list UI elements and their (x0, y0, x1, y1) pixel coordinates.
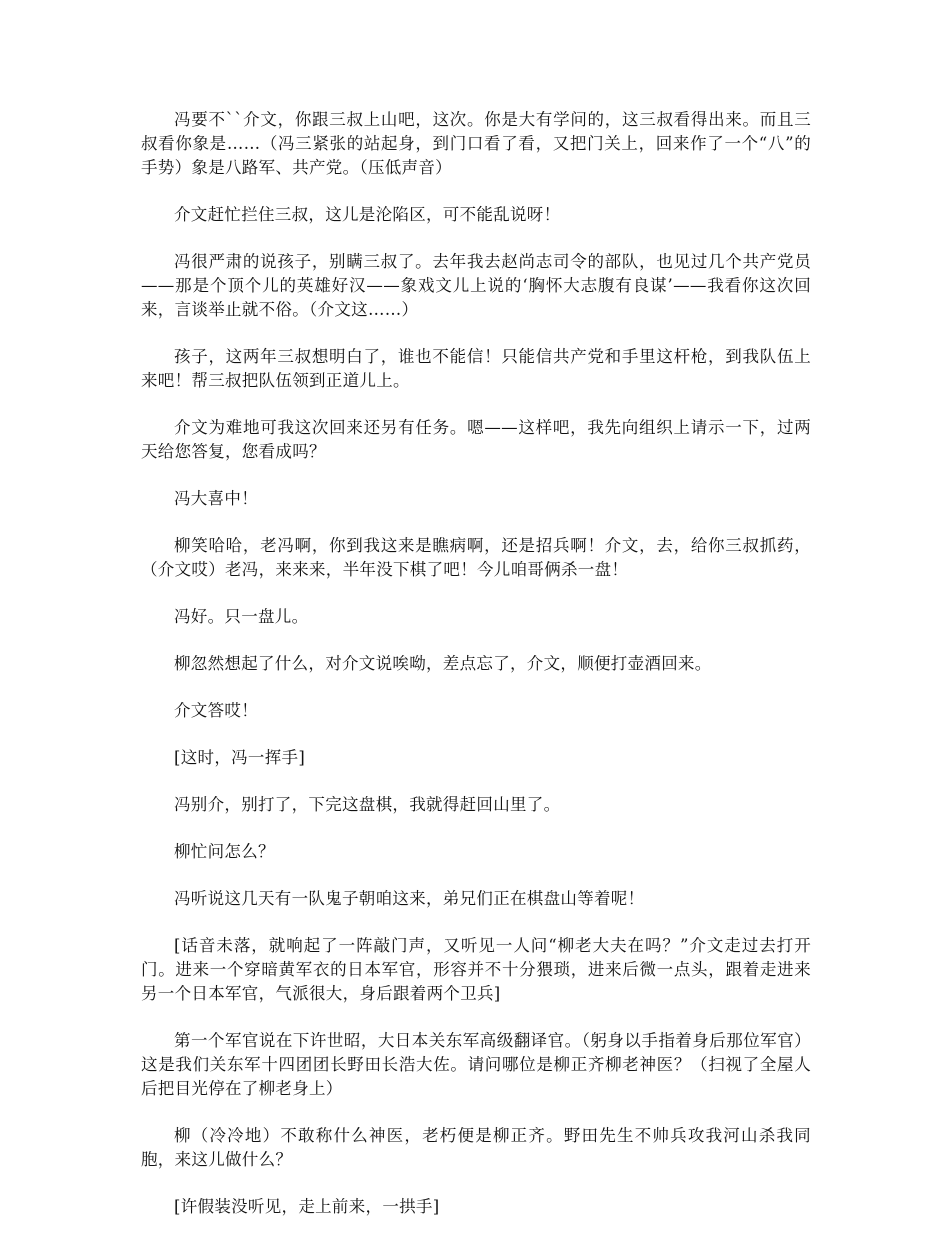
paragraph: 孩子，这两年三叔想明白了，谁也不能信！只能信共产党和手里这杆枪，到我队伍上来吧！帮三叔把队伍领到正道儿上。 (141, 347, 811, 390)
paragraph: 柳（冷冷地）不敢称什么神医，老朽便是柳正齐。野田先生不帅兵攻我河山杀我同胞，来这儿做什么？ (141, 1126, 811, 1169)
paragraph: 柳忽然想起了什么，对介文说唉呦，差点忘了，介文，顺便打壶酒回来。 (174, 654, 712, 673)
paragraph: 冯好。只一盘儿。 (174, 607, 309, 626)
stage-direction: [话音未落，就响起了一阵敲门声，又听见一人问“柳老大夫在吗？”介文走过去打开门。进来一个穿暗黄军衣的日本军官，形容并不十分猥琐，进来后微一点头，跟着走进来另一个日本军官，气派很大，身后跟着两个卫兵] (141, 936, 811, 1003)
paragraph: 冯要不``介文，你跟三叔上山吧，这次。你是大有学问的，这三叔看得出来。而且三叔看你象是……（冯三紧张的站起身，到门口看了看，又把门关上，回来作了一个“八”的手势）象是八路军、共产党。（压低声音） (141, 110, 811, 177)
paragraph: 介文赶忙拦住三叔，这儿是沦陷区，可不能乱说呀！ (174, 205, 561, 224)
paragraph: 冯很严肃的说孩子，别瞒三叔了。去年我去赵尚志司令的部队，也见过几个共产党员——那是个顶个儿的英雄好汉——象戏文儿上说的‘胸怀大志腹有良谋’——我看你这次回来，言谈举止就不俗。（介文这……） (141, 252, 811, 319)
paragraph: 介文答哎！ (174, 701, 258, 720)
document-body (141, 108, 811, 1242)
paragraph: 冯听说这几天有一队鬼子朝咱这来，弟兄们正在棋盘山等着呢！ (174, 889, 645, 908)
paragraph: 介文为难地可我这次回来还另有任务。嗯——这样吧，我先向组织上请示一下，过两天给您答复，您看成吗？ (141, 418, 811, 461)
paragraph: 第一个军官说在下许世昭，大日本关东军高级翻译官。（躬身以手指着身后那位军官）这是我们关东军十四团团长野田长浩大佐。请问哪位是柳正齐柳老神医？（扫视了全屋人后把目光停在了柳老身上） (141, 1031, 811, 1098)
paragraph: 柳忙问怎么？ (174, 842, 275, 861)
paragraph: 冯别介，别打了，下完这盘棋，我就得赶回山里了。 (174, 795, 561, 814)
paragraph: 柳笑哈哈，老冯啊，你到我这来是瞧病啊，还是招兵啊！介文，去，给你三叔抓药，（介文哎）老冯，来来来，半年没下棋了吧！今儿咱哥俩杀一盘！ (141, 536, 811, 579)
stage-direction: [这时，冯一挥手] (174, 748, 306, 767)
stage-direction: [许假装没听见，走上前来，一拱手] (174, 1197, 440, 1216)
paragraph: 冯大喜中！ (174, 489, 258, 508)
